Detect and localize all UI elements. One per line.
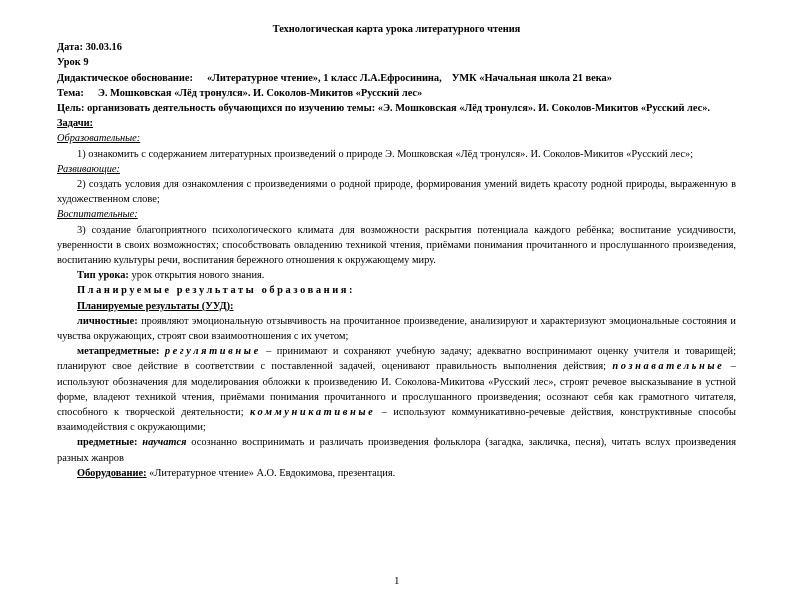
communicative-text: – используют коммуникативно-речевые действия, конструктивные способы взаимодействия с окружающими; xyxy=(57,407,736,434)
dev-text: 2) создать условия для ознакомления с произведениями о родной природе, формирования умений видеть красоту родной природы, выраженную в художественном слове; xyxy=(57,179,736,206)
cognitive-label: познавательные xyxy=(612,361,725,373)
topic-label: Тема: xyxy=(57,87,84,99)
didactic-label: Дидактическое обоснование: xyxy=(57,72,193,84)
upbringing-text: 3) создание благоприятного психологического климата для возможности раскрытия потенциала каждого ребёнка; воспитание усидчивости, уверенности в своих возможностях; способствовать овладению техникой чтения, приёмами понимания прочитанного и прослушанного произведения, воспитанию культуры речи, воспитания бережного отношения к окружающему миру. xyxy=(57,224,736,267)
communicative-label: коммуникативные xyxy=(250,407,376,419)
lesson-number: Урок 9 xyxy=(57,57,89,69)
goal-value: организовать деятельность обучающихся по изучению темы: «Э. Мошковская «Лёд тронулся». И. Соколов-Микитов «Русский лес». xyxy=(87,103,711,115)
personal-text: проявляют эмоциональную отзывчивость на прочитанное произведение, анализируют и характеризуют эмоциональные состояния и чувства окружающих, строят свои взаимоотношения с их учетом; xyxy=(57,315,736,343)
personal-results xyxy=(57,314,736,344)
lesson-type-line xyxy=(57,268,736,283)
edu-text: 1) ознакомить с содержанием литературных произведений о природе Э. Мошковская «Лёд тронулся». И. Соколов-Микитов «Русский лес»; xyxy=(77,148,694,160)
subject-results xyxy=(57,435,736,465)
date-label: Дата: xyxy=(57,42,83,54)
regulative-text: – принимают и сохраняют учебную задачу; адекватно воспринимают оценку учителя и товарищей; планируют свое действие в соответствии с поставленной задачей, оценивают правильность выполнения действия; xyxy=(57,346,736,373)
planned-results-heading: Планируемые результаты образования: xyxy=(77,285,356,297)
page-number: 1 xyxy=(394,575,400,587)
subject-learn: научатся xyxy=(142,437,187,449)
didactic-line xyxy=(57,71,736,86)
topic-value: Э. Мошковская «Лёд тронулся». И. Соколов-Микитов «Русский лес» xyxy=(97,87,423,99)
equipment-label: Оборудование: xyxy=(77,467,147,479)
lesson-type-value: урок открытия нового знания. xyxy=(131,270,265,282)
cognitive-text: – используют обозначения для моделирования обложки к произведению И. Соколова-Микитова «Русский лес», строят речевое высказывание в устной форме, владеют техникой чтения, приёмами понимания прочитанного и прослушанного произведения; осознают себя как грамотного читателя, способного к творческой деятельности; xyxy=(57,361,736,419)
edu-label: Образовательные: xyxy=(57,133,141,145)
meta-label: метапредметные: xyxy=(77,346,160,358)
date-line xyxy=(57,40,736,55)
lesson-type-label: Тип урока: xyxy=(77,270,129,282)
equipment-line xyxy=(57,466,736,481)
regulative-label: регулятивные xyxy=(164,346,261,358)
date-value: 30.03.16 xyxy=(85,42,122,54)
uud-label: Планируемые результаты (УУД): xyxy=(77,300,234,312)
umk-value: УМК «Начальная школа 21 века» xyxy=(451,72,612,84)
subject-text: осознанно воспринимать и различать произведения фольклора (загадка, закличка, песня), читать вслух произведения разных жанров xyxy=(57,437,736,464)
equipment-value: «Литературное чтение» А.О. Евдокимова, презентация. xyxy=(149,467,396,479)
didactic-value: «Литературное чтение», 1 класс Л.А.Ефросинина, xyxy=(206,72,442,84)
tasks-label: Задачи: xyxy=(57,118,94,130)
goal-line xyxy=(57,101,736,116)
dev-label: Развивающие: xyxy=(57,163,120,175)
personal-label: личностные: xyxy=(77,315,138,327)
document-title: Технологическая карта урока литературного чтения xyxy=(272,24,521,35)
meta-results xyxy=(57,344,736,435)
upbringing-label: Воспитательные: xyxy=(57,209,138,221)
subject-label: предметные: xyxy=(77,437,138,449)
topic-line xyxy=(57,86,736,101)
goal-label: Цель: xyxy=(57,103,85,115)
